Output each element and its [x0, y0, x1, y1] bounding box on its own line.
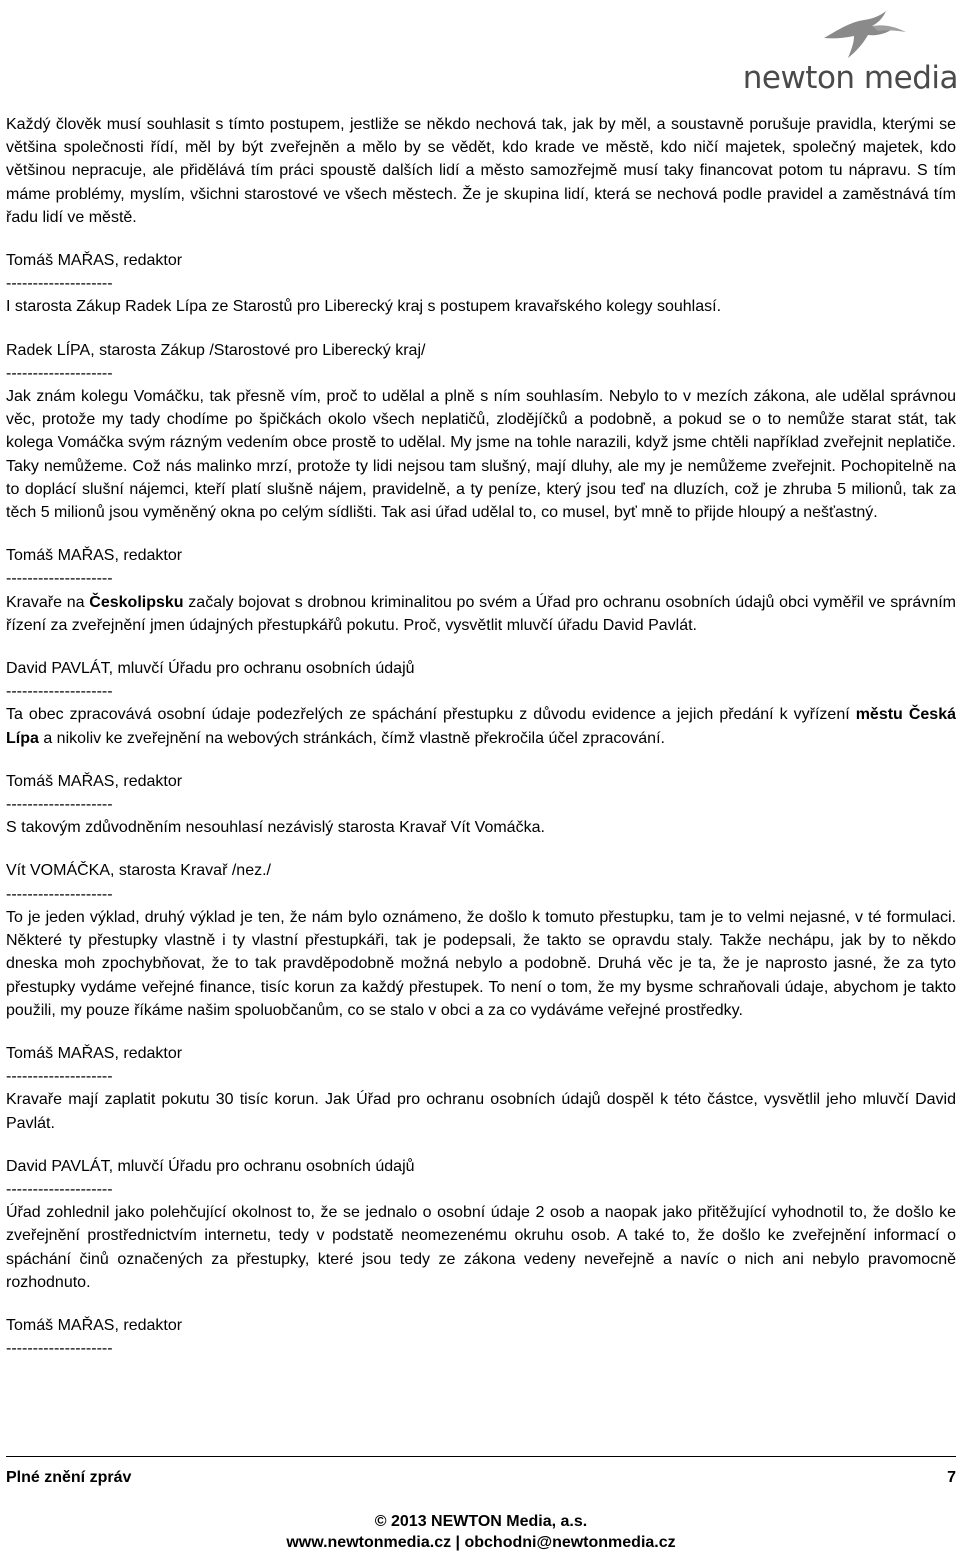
text-run: Kravaře na: [6, 593, 90, 611]
transcript-paragraph: [6, 295, 956, 318]
transcript-paragraph: [6, 816, 956, 839]
text-run: Úřad zohlednil jako polehčující okolnost to, že se jednalo o osobní údaje 2 osob a naopak jako přitěžující vyhodnotil to, že došlo ke zveřejnění prostřednictvím internetu, tedy v podstatě neomezenému okruhu osob. A také to, že došlo ke zveřejnění informací o spáchání činů označených za přestupky, které jsou tedy ze zákona vedeny neveřejně a navíc o nich ani nebylo pravomocně rozhodnuto.: [6, 1204, 956, 1291]
transcript-paragraph: [6, 113, 956, 229]
speaker-line: Tomáš MAŘAS, redaktor: [6, 772, 183, 790]
separator-dashes: --------------------: [6, 885, 113, 903]
text-run: začaly bojovat s drobnou kriminalitou po svém a Úřad pro ochranu osobních údajů obci vyměřil ve správním řízení za zveřejnění jmen údajných přestupkářů pokutu. Proč, vysvětlit mluvčí úřadu David Pavlát.: [6, 593, 956, 634]
speaker-line: Tomáš MAŘAS, redaktor: [6, 547, 183, 565]
bold-run: Českolipsku: [89, 593, 184, 611]
logo-text: newton media: [742, 60, 958, 96]
speaker-line: David PAVLÁT, mluvčí Úřadu pro ochranu osobních údajů: [6, 660, 415, 678]
footer-contact: www.newtonmedia.cz | obchodni@newtonmedia.cz: [286, 1534, 676, 1551]
transcript-paragraph: [6, 591, 956, 637]
text-run: a nikoliv ke zveřejnění na webových stránkách, čímž vlastně překročila účel zpracování.: [38, 729, 665, 747]
speaker-line: Vít VOMÁČKA, starosta Kravař /nez./: [6, 862, 271, 880]
page-footer: [6, 1456, 956, 1556]
separator-dashes: --------------------: [6, 570, 113, 588]
separator-dashes: --------------------: [6, 364, 113, 382]
text-run: I starosta Zákup Radek Lípa ze Starostů pro Liberecký kraj s postupem kravařského kolegy souhlasí.: [6, 298, 722, 316]
text-run: To je jeden výklad, druhý výklad je ten, že nám bylo oznámeno, že došlo k tomuto přestupku, tam je to velmi nejasné, v té formulaci. Některé ty přestupky vlastně i ty vlastní přestupkáři, tak je podepsali, že takto se opravdu staly. Takže nechápu, jak by to někdo dneska moh zpochybňovat, že to tak pravděpodobně možná nebylo a podobně. Druhá věc je ta, že je naprosto jasné, že za tyto přestupky vydáme veřejné finance, tisíc korun za každý přestupek. To není o tom, že my bysme schraňovali údaje, abychom je takto použili, my pouze říkáme našim spoluobčanům, co se stalo v obci a za co vydáváme veřejné prostředky.: [6, 908, 956, 1019]
bold-run: městu Česká Lípa: [6, 706, 956, 747]
text-run: Ta obec zpracovává osobní údaje podezřelých ze spáchání přestupku z důvodu evidence a jejich předání k vyřízení: [6, 706, 856, 724]
footer-copyright: © 2013 NEWTON Media, a.s.: [374, 1513, 588, 1530]
page-number: 7: [947, 1469, 956, 1486]
transcript-paragraph: [6, 385, 956, 524]
transcript-paragraph: [6, 703, 956, 749]
footer-title: Plné znění zpráv: [6, 1469, 132, 1486]
text-run: S takovým zdůvodněním nesouhlasí nezávislý starosta Kravař Vít Vomáčka.: [6, 819, 545, 837]
speaker-line: David PAVLÁT, mluvčí Úřadu pro ochranu osobních údajů: [6, 1157, 415, 1175]
text-run: Každý člověk musí souhlasit s tímto postupem, jestliže se někdo nechová tak, jak by měl, a soustavně porušuje pravidla, kterými se většina společnosti řídí, měl by být zveřejněn a mělo by se vědět, kdo krade ve městě, kdo ničí majetek, společný majetek, kdo většinou nepracuje, ale přidělává tím práci spoustě dalších lidí a město samozřejmě musí taky financovat potom tu nápravu. S tím máme problémy, myslím, všichni starostové ve všech městech. Že je skupina lidí, která se nechová podle pravidel a zaměstnává tím řadu lidí ve městě.: [6, 116, 956, 226]
transcript-paragraph: [6, 1201, 956, 1294]
separator-dashes: --------------------: [6, 1340, 113, 1358]
footer-divider: [6, 1456, 956, 1457]
text-run: Kravaře mají zaplatit pokutu 30 tisíc korun. Jak Úřad pro ochranu osobních údajů dospěl k této částce, vysvětlil jeho mluvčí David Pavlát.: [6, 1091, 956, 1132]
transcript-paragraph: [6, 906, 956, 1022]
separator-dashes: --------------------: [6, 796, 113, 814]
separator-dashes: --------------------: [6, 683, 113, 701]
newton-media-logo: [742, 8, 958, 96]
hummingbird-icon: [820, 8, 910, 64]
transcript-paragraph: [6, 1088, 956, 1134]
text-run: Jak znám kolegu Vomáčku, tak přesně vím, proč to udělal a plně s ním souhlasím. Nebylo to v mezích zákona, ale udělal správnou věc, protože my tady chodíme po špičkách okolo všech neplatičů, zlodějíčků a podobně, a pokud se o to nemůže starat stát, tak kolega Vomáčka svým rázným vedením obce prostě to udělal. My jsme na tohle narazili, když jsme chtěli například zveřejnit neplatiče. Taky nemůžeme. Což nás malinko mrzí, protože ty lidi nejsou tam slušný, mají dluhy, ale my je nemůžeme zveřejnit. Pochopitelně na to doplácí slušní nájemci, kteří platí slušně nájem, pravidelně, a ty peníze, který jsou teď na dluzích, což je zhruba 5 milionů, tak za těch 5 milionů jsou vyměněný okna po celým sídlišti. Tak asi úřad udělal to, co musel, byť mně to přijde hloupý a nešťastný.: [6, 388, 956, 522]
speaker-line: Radek LÍPA, starosta Zákup /Starostové pro Liberecký kraj/: [6, 341, 426, 359]
speaker-line: Tomáš MAŘAS, redaktor: [6, 1316, 183, 1334]
separator-dashes: --------------------: [6, 275, 113, 293]
speaker-line: Tomáš MAŘAS, redaktor: [6, 1044, 183, 1062]
footer-credits: [6, 1511, 956, 1553]
separator-dashes: --------------------: [6, 1068, 113, 1086]
speaker-line: Tomáš MAŘAS, redaktor: [6, 252, 183, 270]
transcript-body: [6, 113, 956, 1360]
separator-dashes: --------------------: [6, 1180, 113, 1198]
